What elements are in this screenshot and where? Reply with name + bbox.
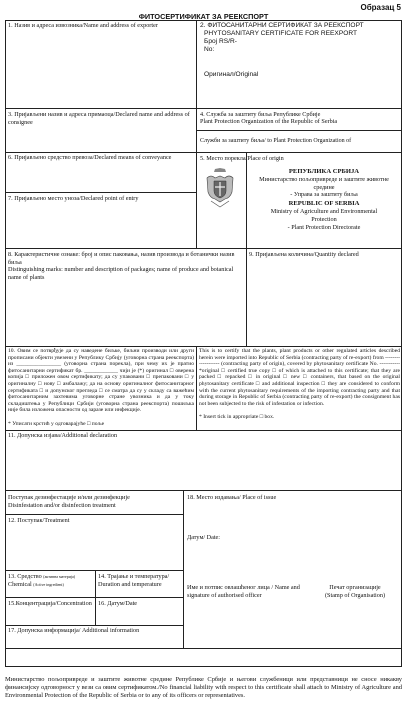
box17-additional-info-label: 17. Допунска информација/ Additional information: [8, 627, 140, 634]
box8-marks-label-sr: 8. Карактеристичне ознаке: број и опис паковања, назив производа и ботанички назив биља: [8, 251, 235, 266]
box6-conveyance-label: 6. Пријављено средство превоза/Declared means of conveyance: [8, 154, 172, 161]
box13-chemical-label: [8, 573, 94, 588]
divider: [5, 248, 402, 249]
box15-concentration-label: 15.Концентрација/Concentration: [8, 600, 92, 607]
box13-label-en-small: (Active ingredient): [33, 581, 64, 587]
divider: [196, 108, 197, 248]
box2-no-label: No:: [204, 46, 215, 53]
box18-stamp-label: Печат организације (Stamp of Organisation): [324, 584, 386, 599]
box18-officer-label: Име и потпис овлашћеног лица / Name and signature of authorised officer: [187, 584, 300, 599]
divider: [196, 20, 197, 108]
emblem-ministry-en: Ministry of Agriculture and Environmental Protection: [270, 208, 378, 223]
box10-note-en: * Insert tick in appropriate □ box.: [199, 414, 275, 420]
divider: [5, 648, 402, 649]
divider: [5, 192, 196, 193]
divider: [196, 130, 402, 131]
box12-treatment-label: 12. Поступак/Treatment: [8, 517, 70, 524]
treatment-header-en: Disinfestation and/or disinfection treatment: [8, 502, 116, 509]
box13-label-sr: 13. Средство: [8, 573, 42, 580]
box3-consignee-label: 3. Пријављени назив и адреса примаоца/Declared name and address of consignee: [8, 111, 190, 126]
box10-certification-text-sr: 10. Овим се потврђује да су наведене биљке, биљни производи или други прописани објекти увезени у Републику Србију (уговорна страна реекспорта) из ________________ (уговорна страна порекла), при чему их је пратио фитосанитарни сертификат бр. ____________ чији је (*) оригинал □ оверена копија □ приложен овом сертификату; да су упаковани □ препаковани □ у оригиналну □ нову □ амбалажу; да на основу оригиналног фитосанитарног сертификата □ и допунског прегледа □ се сматра да су у складу са важећим фитосанитарним захтевима уговорне стране увозника и да у току складиштења у Републици Србији (уговорна страна реекспорта) пошиљка није била изложена опасности од заразе или инфекције.: [8, 348, 194, 414]
emblem-directorate-sr: - Управа за заштиту биља: [290, 191, 358, 198]
divider: [5, 346, 402, 347]
divider: [183, 490, 184, 648]
treatment-header-sr: Поступак дезинфестације и/или дезинфекције: [8, 494, 130, 501]
emblem-ministry-sr: Министарство пољопривреде и заштите животне средине: [259, 176, 389, 191]
box4-to-label: Служби за заштиту биља/ to Plant Protection Organization of: [200, 138, 352, 144]
box13-label-sr-small: (активна материја): [43, 574, 76, 579]
emblem-republic-sr: РЕПУБЛИКА СРБИЈА: [288, 168, 360, 175]
divider: [246, 248, 247, 346]
box13-label-en: Chemical: [8, 580, 32, 588]
divider: [5, 514, 183, 515]
box2-number-label: Број RS/R-: [204, 38, 237, 45]
sample-label: Образац 5: [360, 3, 401, 12]
box9-quantity-label: 9. Пријављена количина/Quantity declared: [249, 251, 359, 258]
footer-liability-text: Министарство пољопривреде и заштите животне средине Републике Србије и његови службеници или представници не сносе никакву финансијску одговорност у вези са овим сертификатом./No financial liability with respect to this certificate shall attach to Ministry of Agriculture and Environmental Protection of the Republic of Serbia or to any of its officers or representatives.: [5, 676, 402, 699]
emblem-republic-en: REPUBLIC OF SERBIA: [288, 200, 360, 207]
box2-certificate-title-sr: 2. ФИТОСАНИТАРНИ СЕРТИФИКАТ ЗА РЕЕКСПОРТ: [200, 22, 364, 29]
box8-marks-label-en: Distinguishing marks: number and description of packages; name of produce and botanical name of plants: [8, 266, 234, 281]
box4-plant-protection-label-sr: 4. Служба за заштиту биља Републике Србије: [200, 111, 321, 118]
divider: [5, 625, 183, 626]
box16-date-label: 16. Датум/Date: [98, 600, 138, 607]
box18-date-label: Датум/ Date:: [187, 534, 221, 541]
box4-plant-protection-label-en: Plant Protection Organization of the Republic of Serbia: [200, 118, 338, 125]
divider: [5, 570, 183, 571]
box2-original-label: Оригинал/Original: [204, 71, 259, 78]
divider: [5, 430, 402, 431]
divider: [5, 152, 196, 153]
box18-place-of-issue-label: 18. Место издавања/ Place of issue: [187, 494, 277, 501]
box1-exporter-label: 1. Назив и адреса извозника/Name and address of exporter: [8, 22, 158, 29]
divider: [196, 346, 197, 430]
serbian-coat-of-arms-icon: [205, 168, 235, 208]
divider: [5, 108, 402, 109]
box7-entry-point-label: 7. Пријављено место уноза/Declared point of entry: [8, 195, 139, 202]
box11-additional-declaration-label: 11. Допунска изјава/Additional declaration: [8, 432, 118, 439]
box10-note-sr: * Уписати крстић у одговарајуће □ поље: [8, 421, 105, 427]
divider: [196, 152, 402, 153]
box14-duration-label: 14. Трајање и температура/ Duration and temperature: [98, 573, 170, 588]
document-title: ФИТОСЕРТИФИКАТ ЗА РЕЕКСПОРТ: [138, 12, 269, 21]
emblem-directorate-en: - Plant Protection Directorate: [287, 224, 361, 231]
divider: [246, 152, 247, 248]
box2-certificate-title-en: PHYTOSANITARY CERTIFICATE FOR REEXPORT: [204, 30, 358, 37]
box10-certification-text-en: This is to certify that the plants, plant products or other regulated articles described herein were imported into Republic of Serbia (contracting party of re-export) from ------------------- (contracting party of origin), covered by phytosanitary certificate No. ----------- *original □ certified true copy □ of which is attached to this certificate; that they are packed □ repacked □ in original □ new □ containers, that based on the original phytosanitary certificate □ and additional inspection □ they are considered to conform with the current phytosanitary requirements of the importing contracting party and that during storage in Republic of Serbia (contracting party of re-export) the consignment has not been subjected to the risk of infestation or infection.: [199, 348, 400, 407]
box5-origin-label: 5. Место порекла/Place of origin: [200, 155, 284, 162]
divider: [5, 597, 183, 598]
divider: [5, 490, 402, 491]
